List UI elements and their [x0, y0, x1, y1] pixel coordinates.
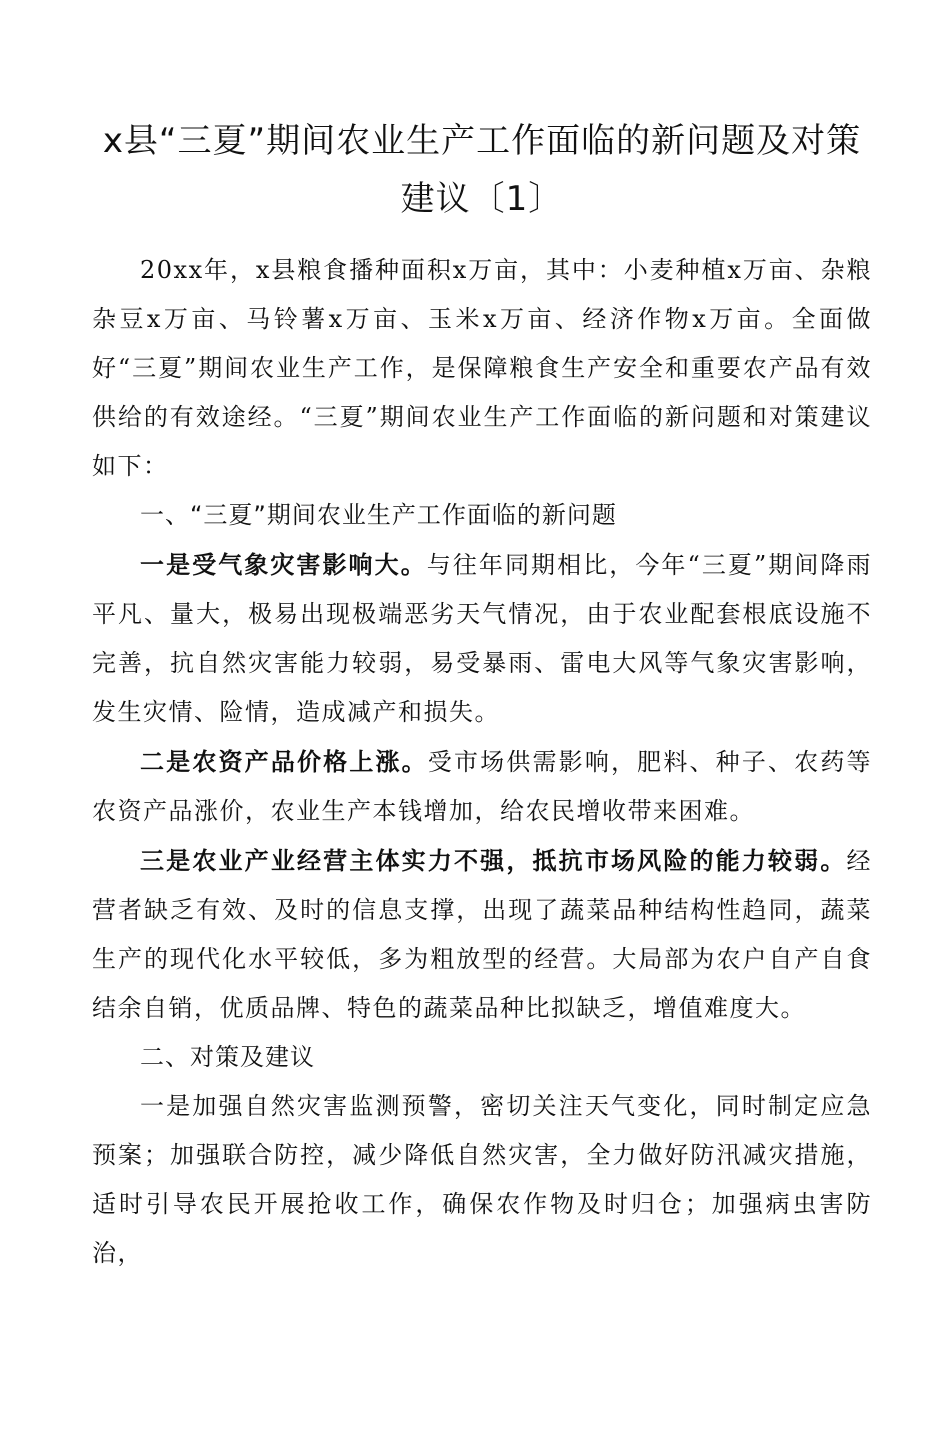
problem-lead-2: 二是农资产品价格上涨。 — [140, 747, 428, 776]
problem-paragraph-1 — [92, 540, 872, 737]
section-2-heading: 二、对策及建议 — [140, 1043, 315, 1071]
document-page — [0, 112, 950, 1456]
problem-text-2: 受市场供需影响，肥料、种子、农药等农资产品涨价，农业生产本钱增加，给农民增收带来困难。 — [92, 748, 873, 825]
problem-text-1: 与往年同期相比，今年“三夏”期间降雨平凡、量大，极易出现极端恶劣天气情况，由于农业配套根底设施不完善，抗自然灾害能力较弱，易受暴雨、雷电大风等气象灾害影响，发生灾情、险情，造成减产和损失。 — [92, 551, 873, 726]
problem-paragraph-2 — [92, 737, 872, 836]
problem-text-3: 经营者缺乏有效、及时的信息支撑，出现了蔬菜品种结构性趋同，蔬菜生产的现代化水平较低，多为粗放型的经营。大局部为农户自产自食结余自销，优质品牌、特色的蔬菜品种比拟缺乏，增值难度大。 — [92, 847, 872, 1022]
problem-lead-1: 一是受气象灾害影响大。 — [140, 550, 427, 579]
section-1-heading: 一、“三夏”期间农业生产工作面临的新问题 — [140, 501, 617, 529]
intro-paragraph: 20xx年，x县粮食播种面积x万亩，其中：小麦种植x万亩、杂粮杂豆x万亩、马铃薯x万亩、玉米x万亩、经济作物x万亩。全面做好“三夏”期间农业生产工作，是保障粮食生产安全和重要农产品有效供给的有效途经。“三夏”期间农业生产工作面临的新问题和对策建议如下： — [92, 256, 872, 480]
problem-paragraph-3 — [92, 836, 872, 1033]
document-title: x县“三夏”期间农业生产工作面临的新问题及对策建议〔1〕 — [102, 121, 862, 219]
problem-lead-3: 三是农业产业经营主体实力不强，抵抗市场风险的能力较弱。 — [140, 846, 847, 875]
measure-paragraph-1: 一是加强自然灾害监测预警，密切关注天气变化，同时制定应急预案；加强联合防控，减少降低自然灾害，全力做好防汛减灾措施，适时引导农民开展抢收工作，确保农作物及时归仓；加强病虫害防治， — [92, 1092, 872, 1267]
